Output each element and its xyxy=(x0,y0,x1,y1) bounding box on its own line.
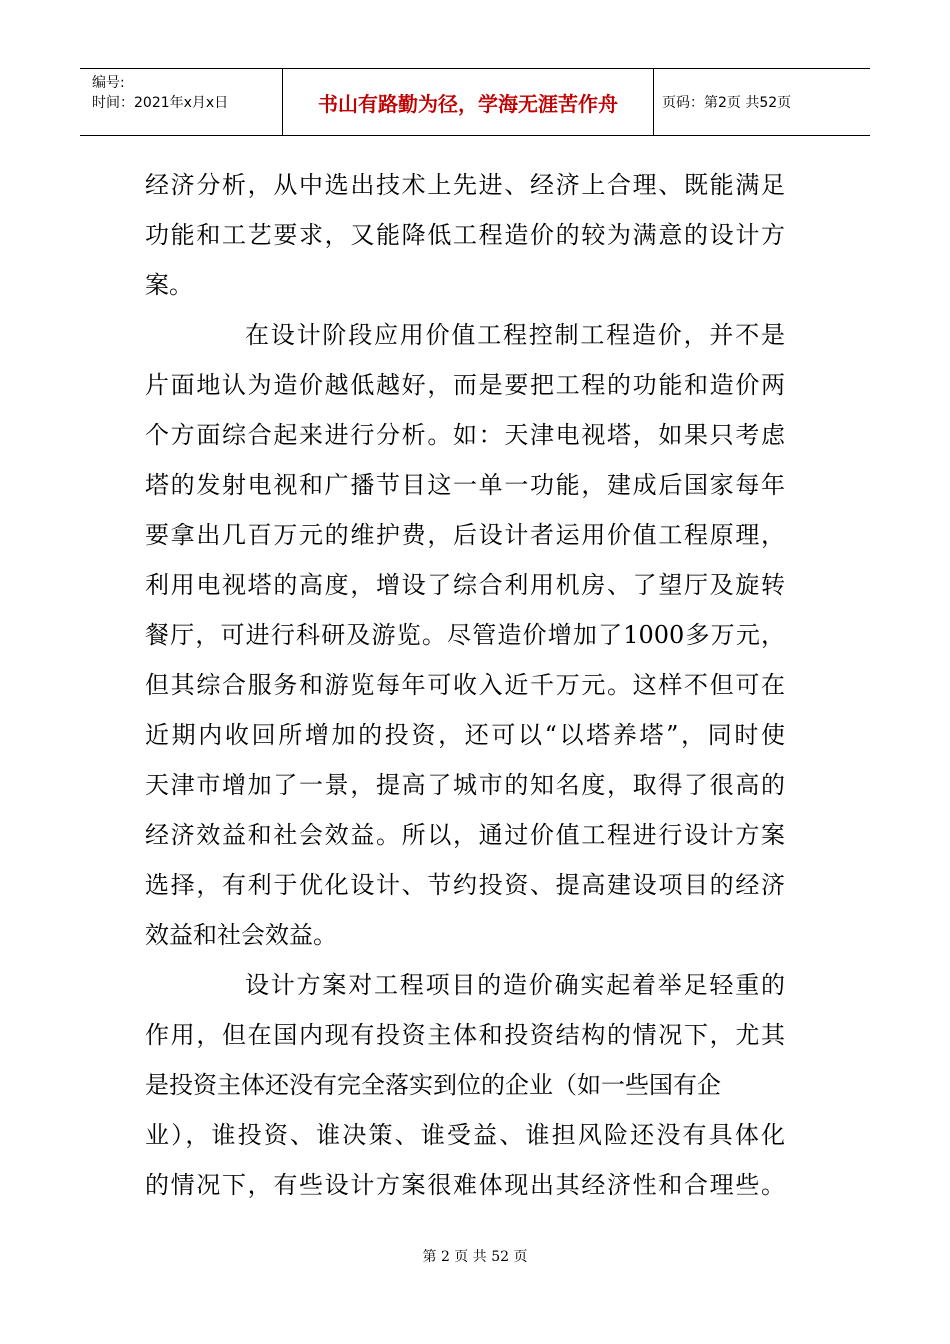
body-line: 个方面综合起来进行分析。如：天津电视塔，如果只考虑 xyxy=(145,421,785,449)
body-line: 在设计阶段应用价值工程控制工程造价，并不是 xyxy=(245,321,785,349)
body-line: 的情况下，有些设计方案很难体现出其经济性和合理些。 xyxy=(145,1171,785,1199)
header-motto: 书山有路勤为径，学海无涯苦作舟 xyxy=(282,69,654,135)
body-line: 案。 xyxy=(145,271,193,299)
page-header xyxy=(80,68,870,136)
body-line: 塔的发射电视和广播节目这一单一功能，建成后国家每年 xyxy=(145,471,785,499)
body-line: 近期内收回所增加的投资，还可以“以塔养塔”，同时使 xyxy=(145,721,785,749)
header-meta xyxy=(80,69,282,135)
document-time: 时间：2021年x月x日 xyxy=(92,95,229,111)
body-line: 天津市增加了一景，提高了城市的知名度，取得了很高的 xyxy=(145,771,785,799)
body-line: 但其综合服务和游览每年可收入近千万元。这样不但可在 xyxy=(145,671,785,699)
body-line: 设计方案对工程项目的造价确实起着举足轻重的 xyxy=(245,971,785,999)
body-line: 经济分析，从中选出技术上先进、经济上合理、既能满足 xyxy=(145,171,785,199)
document-number-label: 编号: xyxy=(92,75,125,91)
body-line: 作用，但在国内现有投资主体和投资结构的情况下，尤其 xyxy=(145,1021,785,1049)
body-line: 利用电视塔的高度，增设了综合利用机房、了望厅及旋转 xyxy=(145,571,785,599)
body-line: 功能和工艺要求，又能降低工程造价的较为满意的设计方 xyxy=(145,221,785,249)
body-line: 效益和社会效益。 xyxy=(145,921,337,949)
body-line: 是投资主体还没有完全落实到位的企业（如一些国有企 xyxy=(145,1071,721,1099)
body-line: 片面地认为造价越低越好，而是要把工程的功能和造价两 xyxy=(145,371,785,399)
body-line: 经济效益和社会效益。所以，通过价值工程进行设计方案 xyxy=(145,821,785,849)
document-body xyxy=(145,160,785,1210)
body-line: 业），谁投资、谁决策、谁受益、谁担风险还没有具体化 xyxy=(145,1121,785,1149)
body-line: 要拿出几百万元的维护费，后设计者运用价值工程原理， xyxy=(145,521,785,549)
header-page-info: 页码：第2页 共52页 xyxy=(662,95,792,111)
body-line: 选择，有利于优化设计、节约投资、提高建设项目的经济 xyxy=(145,871,785,899)
body-line: 餐厅，可进行科研及游览。尽管造价增加了1000多万元， xyxy=(145,621,785,649)
page-footer: 第 2 页 共 52 页 xyxy=(422,1249,528,1265)
